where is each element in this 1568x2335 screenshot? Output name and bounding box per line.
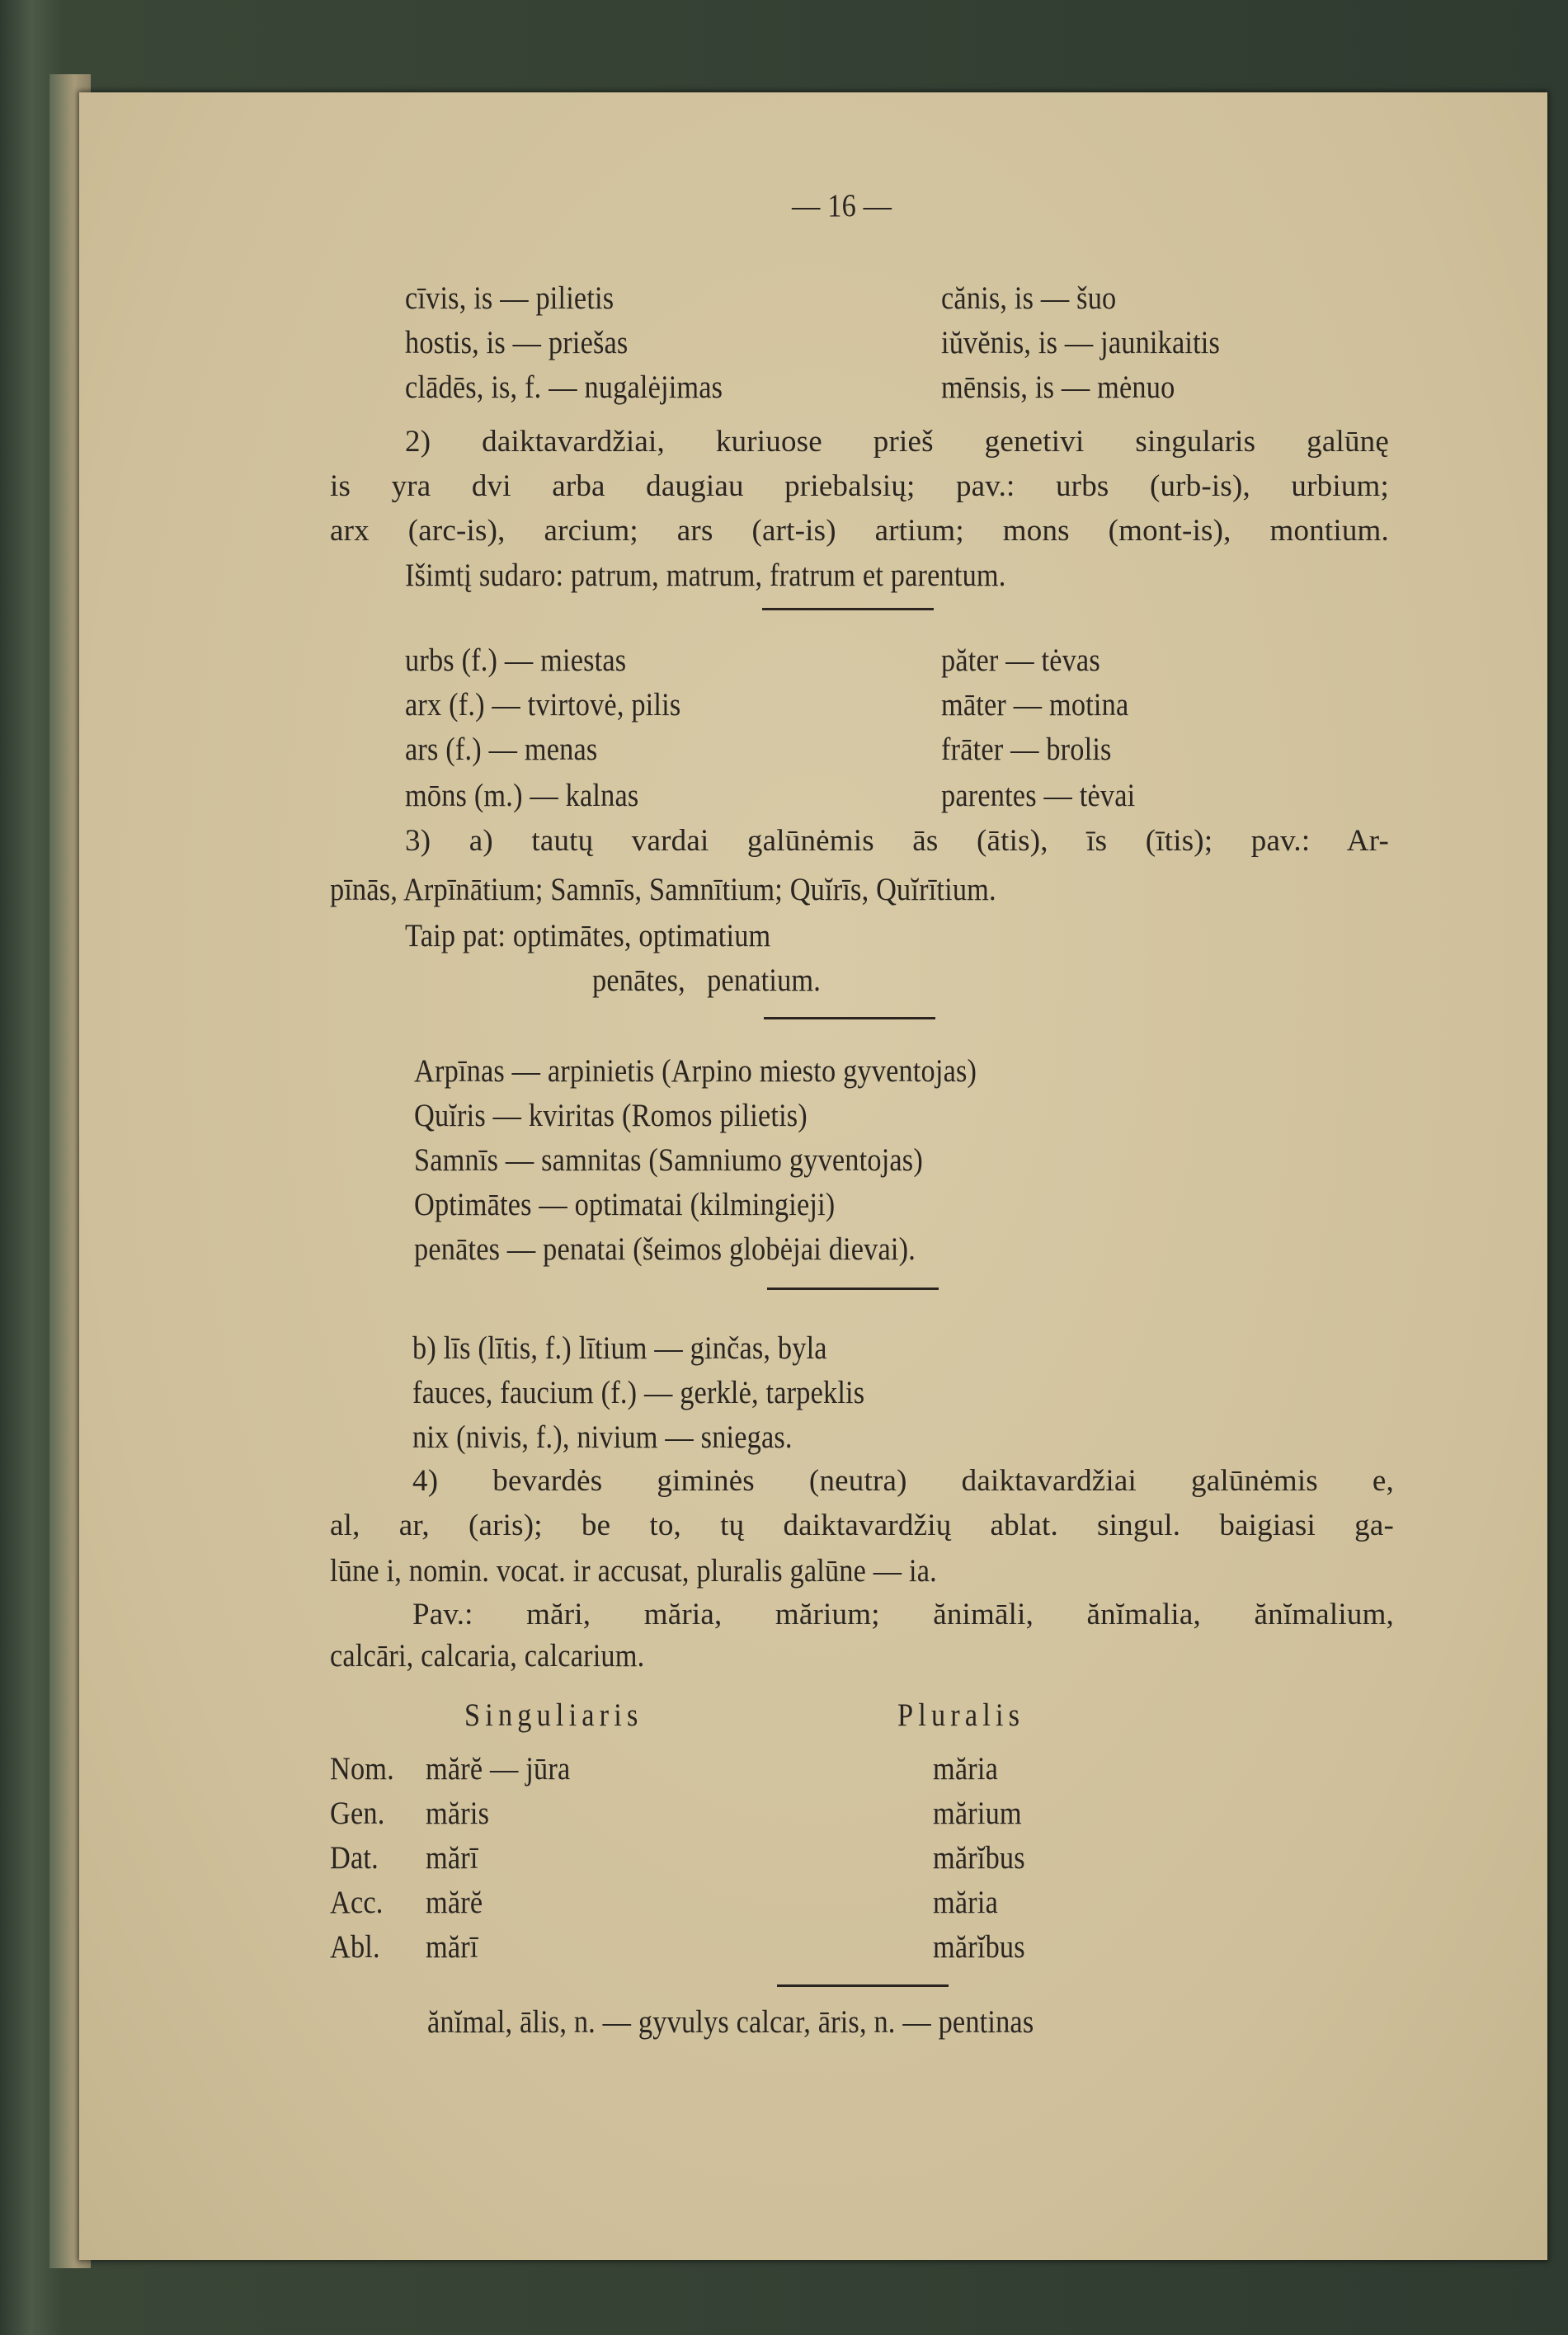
paragraph-line: is yra dvi arba daugiau priebalsių; pav.: urbs (urb-is), urbium; xyxy=(330,469,1389,503)
plural-form: mărĭbus xyxy=(933,1840,1025,1876)
vocab-entry: māter — motina xyxy=(941,687,1129,723)
vocab-entry: arx (f.) — tvirtovė, pilis xyxy=(405,687,681,723)
vocab-entry: fauces, faucium (f.) — gerklė, tarpeklis xyxy=(412,1375,865,1410)
vocab-entry: frāter — brolis xyxy=(941,732,1112,767)
vocab-entry: Arpīnas — arpinietis (Arpino miesto gyventojas) xyxy=(414,1053,977,1089)
page-number: — 16 — xyxy=(792,188,892,224)
vocab-entry: penātes — penatai (šeimos globėjai dievai). xyxy=(414,1231,916,1267)
paragraph-line: pīnās, Arpīnātium; Samnīs, Samnītium; Quĭrīs, Quĭrītium. xyxy=(330,872,996,907)
table-header-singular: Singuliaris xyxy=(464,1697,643,1733)
paragraph-line: calcāri, calcaria, calcarium. xyxy=(330,1638,645,1674)
paragraph-line: 3) a) tautų vardai galūnėmis ās (ātis), īs (ītis); pav.: Ar- xyxy=(405,824,1389,858)
table-header-plural: Pluralis xyxy=(897,1697,1025,1733)
vocab-entry: clādēs, is, f. — nugalėjimas xyxy=(405,370,723,405)
vocab-entry: Quĭris — kviritas (Romos pilietis) xyxy=(414,1098,808,1133)
case-label: Dat. xyxy=(330,1840,379,1876)
vocab-entry: ars (f.) — menas xyxy=(405,732,598,767)
singular-form: mărĕ xyxy=(426,1885,483,1920)
vocab-entry: parentes — tėvai xyxy=(941,778,1136,813)
section-divider xyxy=(777,1984,949,1987)
vocab-entry: cănis, is — šuo xyxy=(941,280,1117,316)
paragraph-line: al, ar, (aris); be to, tų daiktavardžių ablat. singul. baigiasi ga- xyxy=(330,1509,1394,1542)
case-label: Gen. xyxy=(330,1796,385,1831)
singular-form: măris xyxy=(426,1796,490,1831)
case-label: Nom. xyxy=(330,1751,394,1787)
singular-form: mărī xyxy=(426,1840,478,1876)
vocab-entry: hostis, is — priešas xyxy=(405,325,629,360)
plural-form: mărĭbus xyxy=(933,1929,1025,1965)
paragraph-line: penātes, penatium. xyxy=(592,963,822,998)
case-label: Acc. xyxy=(330,1885,384,1920)
vocab-entry: mēnsis, is — mėnuo xyxy=(941,370,1175,405)
paragraph-line: Taip pat: optimātes, optimatium xyxy=(405,918,771,953)
vocab-entry: nix (nivis, f.), nivium — sniegas. xyxy=(412,1419,793,1455)
vocab-entry: iŭvĕnis, is — jaunikaitis xyxy=(941,325,1221,360)
singular-form: mărī xyxy=(426,1929,478,1965)
plural-form: măria xyxy=(933,1885,999,1920)
plural-form: mărium xyxy=(933,1796,1022,1831)
paragraph-line: lūne i, nomin. vocat. ir accusat, pluralis galūne — ia. xyxy=(330,1553,937,1589)
vocab-entry: urbs (f.) — miestas xyxy=(405,643,627,678)
section-divider xyxy=(762,608,934,610)
singular-form: mărĕ — jūra xyxy=(426,1751,571,1787)
vocab-entry: mōns (m.) — kalnas xyxy=(405,778,639,813)
vocab-entry: păter — tėvas xyxy=(941,643,1100,678)
paragraph-line: 4) bevardės giminės (neutra) daiktavardžiai galūnėmis e, xyxy=(412,1464,1394,1498)
plural-form: măria xyxy=(933,1751,999,1787)
vocab-entry: b) līs (lītis, f.) lītium — ginčas, byla xyxy=(412,1330,827,1366)
paragraph-line: 2) daiktavardžiai, kuriuose prieš genetivi singularis galūnę xyxy=(405,425,1389,459)
paragraph-line: arx (arc-is), arcium; ars (art-is) artium; mons (mont-is), montium. xyxy=(330,514,1389,548)
paragraph-line: Pav.: mări, măria, mărium; ănimāli, ănĭmalia, ănĭmalium, xyxy=(412,1598,1394,1631)
vocab-entry: Optimātes — optimatai (kilmingieji) xyxy=(414,1187,836,1222)
section-divider xyxy=(767,1288,939,1290)
section-divider xyxy=(764,1017,935,1019)
paragraph-line: Išimtį sudaro: patrum, matrum, fratrum et parentum. xyxy=(405,558,1006,593)
vocab-entry: Samnīs — samnitas (Samniumo gyventojas) xyxy=(414,1142,923,1178)
vocab-entry: cīvis, is — pilietis xyxy=(405,280,614,316)
case-label: Abl. xyxy=(330,1929,380,1965)
footer-vocab: ănĭmal, ālis, n. — gyvulys calcar, āris, n. — pentinas xyxy=(427,2004,1034,2040)
